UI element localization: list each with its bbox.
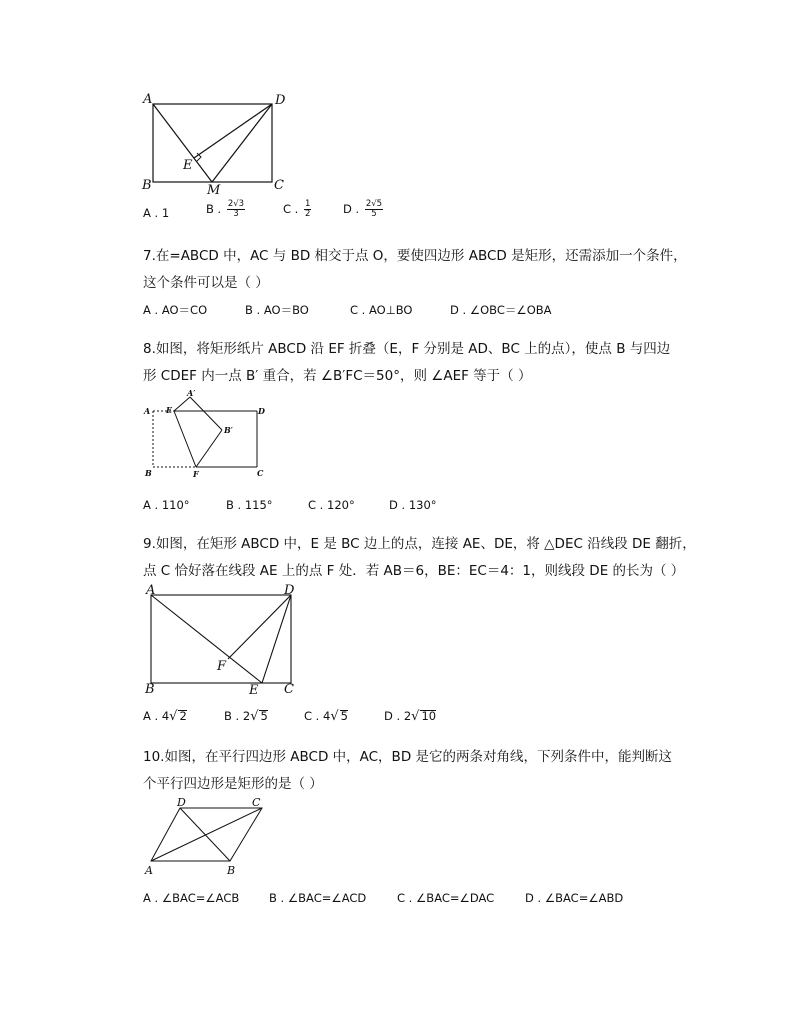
label-d: D [258,406,265,416]
label-d: D [177,796,186,809]
q6-option-d[interactable]: D . $\frac{2√5}{5}$ [343,199,383,219]
label-b-prime: B′ [224,425,233,435]
q7-option-c[interactable]: C . AO⊥BO [350,303,413,317]
q10-stem-line2: 个平行四边形是矩形的是（ ） [143,776,323,792]
q7-option-a[interactable]: A . AO＝CO [143,303,208,317]
label-d: D [275,93,286,108]
label-a-prime: A′ [187,388,196,398]
label-a: A [144,406,151,416]
q6-option-c[interactable]: C . $\frac{1}{2}$ [283,199,311,219]
label-b: B [142,178,152,193]
q10-option-c[interactable]: C . ∠BAC=∠DAC [397,891,495,905]
q9-option-c[interactable]: C . 4√ 5 [304,709,348,724]
q8-stem-line2: 形 CDEF 内一点 B′ 重合，若 ∠B′FC＝50°，则 ∠AEF 等于（ ） [143,368,532,384]
q8-option-d[interactable]: D . 130° [389,498,437,512]
label-e: E [183,158,193,173]
label-m: M [207,183,221,198]
q9-option-d[interactable]: D . 2√ 10 [384,709,437,724]
q7-stem-line1: 7.在=ABCD 中，AC 与 BD 相交于点 O，要使四边形 ABCD 是矩形，还需添加一个条件， [143,248,687,264]
q9-option-b[interactable]: B . 2√ 5 [224,709,268,724]
label-a: A [146,583,156,598]
label-f: F [217,659,227,674]
label-e: E [249,683,259,698]
q10-option-b[interactable]: B . ∠BAC=∠ACD [269,891,367,905]
q9-stem-line1: 9.如图，在矩形 ABCD 中，E 是 BC 边上的点，连接 AE、DE，将 △DEC 沿线段 DE 翻折， [143,536,696,552]
label-b: B [227,864,236,877]
q9-stem-line2: 点 C 恰好落在线段 AE 上的点 F 处．若 AB＝6，BE：EC＝4：1，则线段 DE 的长为（ ） [143,563,685,579]
label-b: B [145,682,155,697]
q7-option-b[interactable]: B . AO＝BO [245,303,309,317]
q10-stem-line1: 10.如图，在平行四边形 ABCD 中，AC，BD 是它的两条对角线，下列条件中，能判断这 [143,749,673,765]
q8-option-a[interactable]: A . 110° [143,498,190,512]
label-c: C [257,468,264,478]
label-c: C [274,178,284,193]
q9-option-a[interactable]: A . 4√ 2 [143,709,187,724]
label-f: F [193,469,199,479]
q8-option-b[interactable]: B . 115° [226,498,273,512]
q6-option-a[interactable]: A . 1 [143,206,170,220]
q7-stem-line2: 这个条件可以是（ ） [143,275,269,291]
label-e: E [166,405,173,415]
q8-option-c[interactable]: C . 120° [308,498,355,512]
q10-option-a[interactable]: A . ∠BAC=∠ACB [143,891,240,905]
label-b: B [145,468,152,478]
q8-stem-line1: 8.如图，将矩形纸片 ABCD 沿 EF 折叠（E，F 分别是 AD、BC 上的点），使点 B 与四边 [143,341,671,357]
q10-option-d[interactable]: D . ∠BAC=∠ABD [525,891,624,905]
label-a: A [145,864,153,877]
label-c: C [252,796,261,809]
label-d: D [284,583,295,598]
q6-option-b[interactable]: B . $\frac{2√3}{3}$ [206,199,245,219]
label-a: A [143,92,153,107]
q7-option-d[interactable]: D . ∠OBC＝∠OBA [450,303,552,317]
label-c: C [284,682,294,697]
